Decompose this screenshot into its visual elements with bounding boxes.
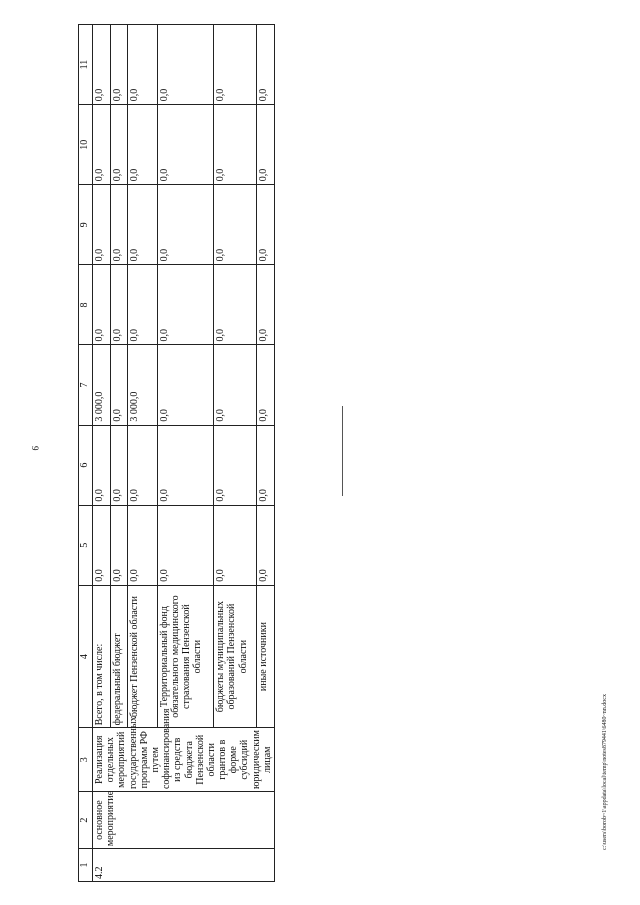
value-cell: 0,0 [157,345,213,425]
divider-line [342,406,343,496]
row-type-cell: основное мероприятие [93,792,275,849]
row-description-cell: Реализация отдельных мероприятий государственных программ РФ путем софинансирования из средств бюджета Пензенской области грантов в форме субсидий юридическим лицам [93,728,275,792]
value-cell: 0,0 [110,25,128,105]
funding-table [78,24,316,882]
value-cell: 0,0 [93,265,111,345]
value-cell: 0,0 [214,25,257,105]
page-number: 9 [30,446,40,451]
value-cell: 0,0 [257,345,275,425]
value-cell: 0,0 [157,425,213,505]
value-cell: 0,0 [214,345,257,425]
source-cell: бюджет Пензенской области [128,585,157,728]
value-cell: 0,0 [128,265,157,345]
table-row [93,25,111,882]
source-cell: иные источники [257,585,275,728]
source-cell: Территориальный фонд обязательного медицинского страхования Пензенской области [157,585,213,728]
value-cell: 0,0 [214,425,257,505]
value-cell: 0,0 [157,105,213,185]
value-cell: 0,0 [128,425,157,505]
source-cell: бюджеты муниципальных образований Пензенской области [214,585,257,728]
value-cell: 0,0 [257,25,275,105]
header-row [79,25,93,882]
value-cell: 0,0 [110,265,128,345]
value-cell: 3 000,0 [93,345,111,425]
value-cell: 0,0 [93,25,111,105]
value-cell: 0,0 [157,25,213,105]
value-cell: 0,0 [93,105,111,185]
value-cell: 0,0 [214,265,257,345]
header-col-3: 3 [79,728,93,792]
header-col-2: 2 [79,792,93,849]
value-cell: 0,0 [157,265,213,345]
value-cell: 0,0 [157,505,213,585]
value-cell: 0,0 [257,185,275,265]
header-col-8: 8 [79,265,93,345]
value-cell: 0,0 [93,505,111,585]
value-cell: 0,0 [128,25,157,105]
header-col-9: 9 [79,185,93,265]
value-cell: 0,0 [128,105,157,185]
value-cell: 0,0 [257,425,275,505]
header-col-10: 10 [79,105,93,185]
header-col-4: 4 [79,585,93,728]
value-cell: 0,0 [110,345,128,425]
value-cell: 0,0 [214,105,257,185]
value-cell: 0,0 [257,105,275,185]
header-col-7: 7 [79,345,93,425]
value-cell: 0,0 [257,265,275,345]
header-col-11: 11 [79,25,93,105]
header-col-1: 1 [79,849,93,882]
value-cell: 0,0 [110,425,128,505]
row-id-cell: 4.2 [93,849,275,882]
value-cell: 0,0 [93,185,111,265]
header-col-6: 6 [79,425,93,505]
header-col-5: 5 [79,505,93,585]
value-cell: 0,0 [214,505,257,585]
value-cell: 0,0 [110,105,128,185]
value-cell: 0,0 [214,185,257,265]
footer-file-path: c:\users\borob~1\appdata\local\temp\notes879441\6480~nn.docx [602,694,608,850]
source-cell: Всего, в том числе: [93,585,111,728]
source-cell: федеральный бюджет [110,585,128,728]
value-cell: 0,0 [257,505,275,585]
value-cell: 0,0 [128,505,157,585]
value-cell: 0,0 [93,425,111,505]
value-cell: 0,0 [128,185,157,265]
funding-table-grid [78,24,275,882]
value-cell: 0,0 [110,185,128,265]
value-cell: 3 000,0 [128,345,157,425]
value-cell: 0,0 [110,505,128,585]
value-cell: 0,0 [157,185,213,265]
